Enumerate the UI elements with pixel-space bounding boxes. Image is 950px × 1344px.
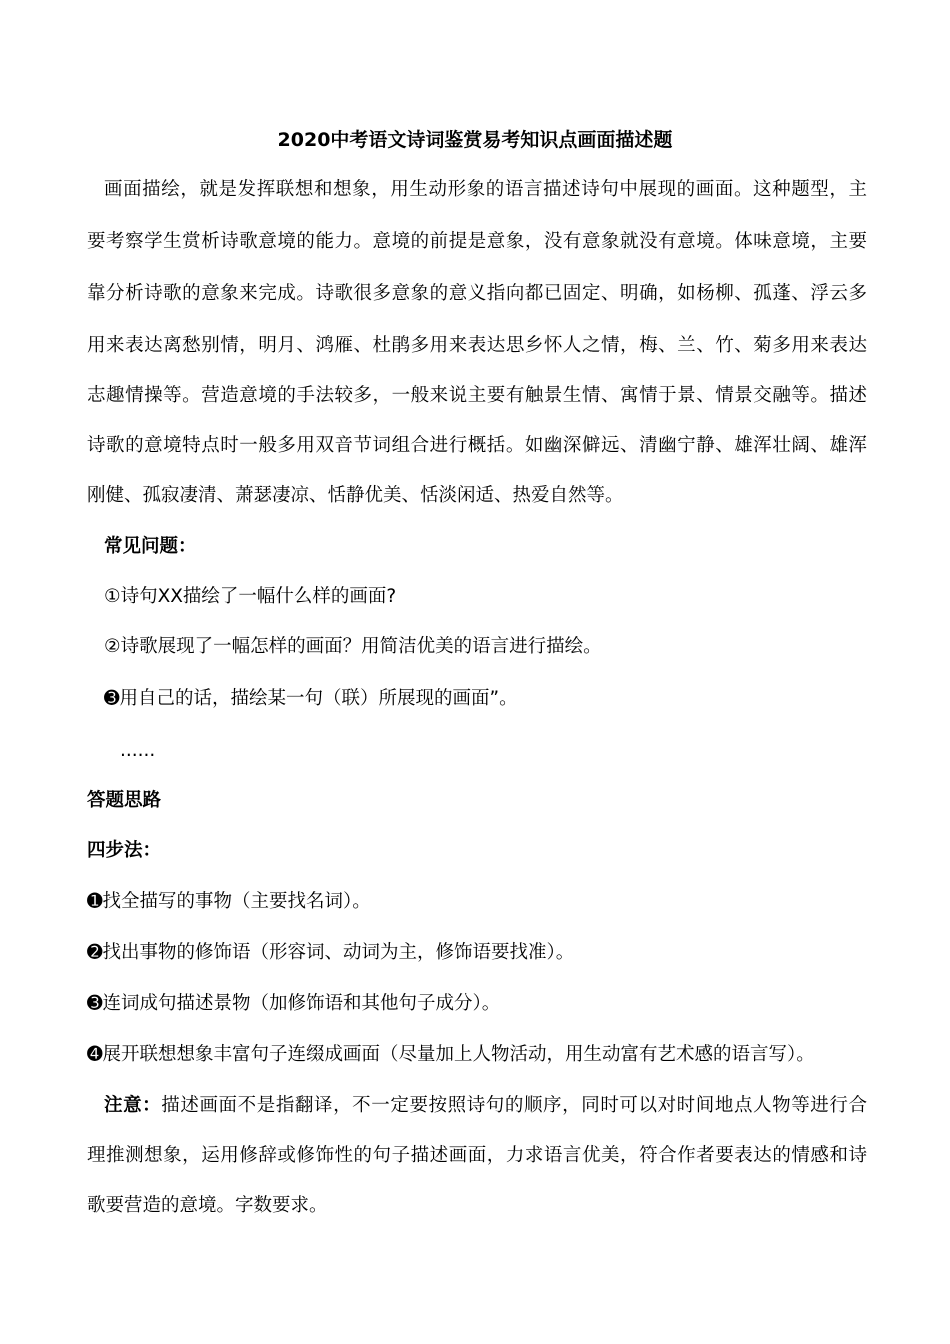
step-item: ➋找出事物的修饰语（形容词、动词为主，修饰语要找准）。	[87, 942, 575, 963]
approach-heading: 答题思路	[87, 790, 162, 811]
question-item: ②诗歌展现了一幅怎样的画面？用简洁优美的语言进行描绘。	[104, 636, 602, 657]
note-line: 歌要营造的意境。字数要求。	[87, 1195, 328, 1216]
question-item: ①诗句XX描绘了一幅什么样的画面?	[104, 586, 397, 607]
step-item: ➍展开联想想象丰富句子连缀成画面（尽量加上人物活动，用生动富有艺术感的语言写）。	[87, 1044, 815, 1065]
intro-line: 志趣情操等。营造意境的手法较多，一般来说主要有触景生情、寓情于景、情景交融等。描述	[87, 385, 867, 406]
note-text: 描述画面不是指翻译，不一定要按照诗句的顺序，同时可以对时间地点人物等进行合	[161, 1095, 867, 1116]
intro-line: 靠分析诗歌的意象来完成。诗歌很多意象的意义指向都已固定、明确，如杨柳、孤蓬、浮云多	[87, 283, 867, 304]
intro-line: 要考察学生赏析诗歌意境的能力。意境的前提是意象，没有意象就没有意境。体味意境，主要	[87, 231, 867, 252]
step-item: ➊找全描写的事物（主要找名词）。	[87, 891, 371, 912]
four-steps-heading: 四步法：	[87, 840, 162, 861]
page-title: 2020中考语文诗词鉴赏易考知识点画面描述题	[277, 129, 673, 151]
ellipsis: ......	[120, 740, 156, 761]
intro-line: 用来表达离愁别情，明月、鸿雁、杜鹃多用来表达思乡怀人之情，梅、兰、竹、菊多用来表达	[87, 335, 867, 356]
intro-line: 刚健、孤寂凄清、萧瑟凄凉、恬静优美、恬淡闲适、热爱自然等。	[87, 485, 624, 506]
intro-line: 画面描绘，就是发挥联想和想象，用生动形象的语言描述诗句中展现的画面。这种题型，主	[104, 179, 867, 200]
common-questions-heading: 常见问题：	[104, 536, 197, 557]
note-line: 理推测想象，运用修辞或修饰性的句子描述画面，力求语言优美，符合作者要表达的情感和诗	[87, 1145, 867, 1166]
note-label: 注意：	[104, 1095, 162, 1116]
step-item: ➌连词成句描述景物（加修饰语和其他句子成分）。	[87, 993, 501, 1014]
note-first-line	[104, 1093, 867, 1119]
intro-line: 诗歌的意境特点时一般多用双音节词组合进行概括。如幽深僻远、清幽宁静、雄浑壮阔、雄浑	[87, 435, 867, 456]
question-item: ➌用自己的话，描绘某一句（联）所展现的画面”。	[104, 688, 518, 709]
